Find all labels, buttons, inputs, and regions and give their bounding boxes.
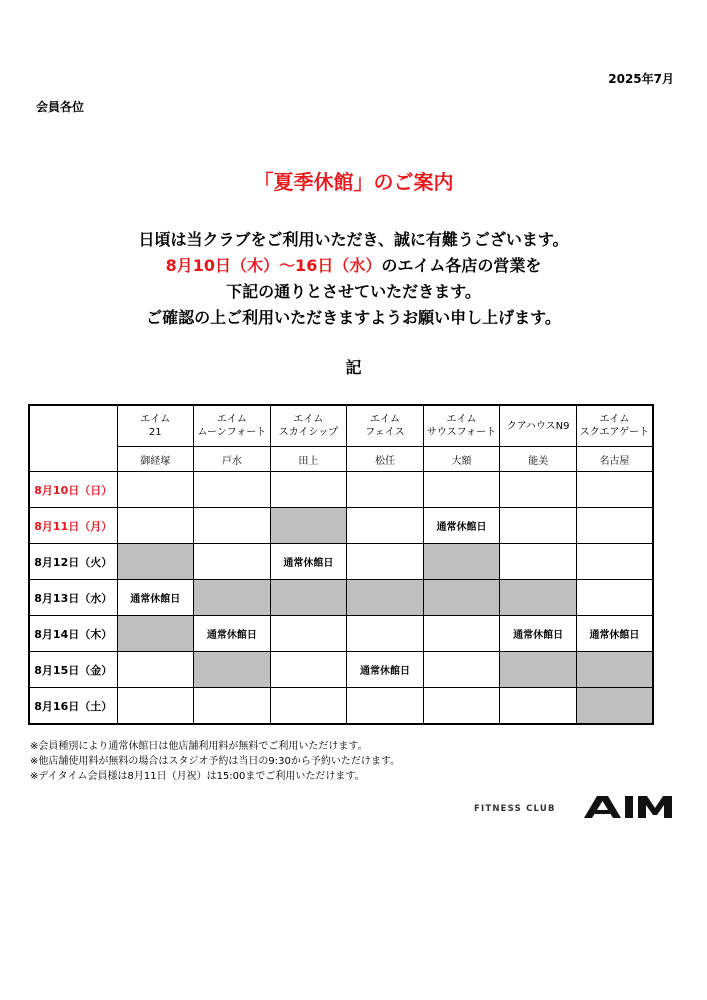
club-location-row: [29, 447, 653, 472]
club-location-cell: 戸水: [194, 447, 271, 472]
open-cell: [576, 508, 653, 544]
open-cell: [270, 616, 347, 652]
open-cell: [347, 508, 424, 544]
day-row: [29, 508, 653, 544]
club-location-cell: 名古屋: [576, 447, 653, 472]
closed-cell: [576, 688, 653, 725]
day-label: 8月10日（日）: [29, 472, 117, 508]
club-name-line2: 21: [148, 427, 162, 438]
open-cell: [270, 652, 347, 688]
addressee: 会員各位: [36, 100, 85, 114]
closure-period: 8月10日（木）～16日（水）: [165, 256, 382, 275]
regular-closed-day-cell: [423, 508, 500, 544]
footnote: ※デイタイム会員様は8月11日（月祝）は15:00までご利用いただけます。: [30, 771, 365, 782]
open-cell: [117, 508, 194, 544]
club-name-cell: [423, 405, 500, 447]
club-location-cell: 能美: [500, 447, 577, 472]
aim-logo-mark: [584, 796, 689, 818]
closed-cell: [194, 652, 271, 688]
body-line-2: [0, 253, 707, 279]
club-name-cell: [117, 405, 194, 447]
open-cell: [270, 688, 347, 725]
club-name-line2: スカイシップ: [278, 427, 339, 438]
open-cell: [423, 688, 500, 725]
day-label: 8月16日（土）: [29, 688, 117, 725]
open-cell: [347, 472, 424, 508]
club-location-cell: 御経塚: [117, 447, 194, 472]
closed-cell: [347, 580, 424, 616]
closed-cell: [117, 616, 194, 652]
open-cell: [423, 652, 500, 688]
regular-closed-day-label: 通常休館日: [283, 558, 334, 569]
club-location-cell: 田上: [270, 447, 347, 472]
club-name-cell: [576, 405, 653, 447]
schedule-table: [28, 404, 654, 725]
day-row: [29, 544, 653, 580]
body-line-2-rest: のエイム各店の営業を: [381, 256, 542, 275]
footnote: ※会員種別により通常休館日は他店舗利用料が無料でご利用いただけます。: [30, 741, 368, 752]
club-name-line1: エイム: [293, 414, 324, 425]
open-cell: [576, 544, 653, 580]
ki-heading: 記: [345, 358, 362, 377]
regular-closed-day-cell: [194, 616, 271, 652]
day-row: [29, 652, 653, 688]
notice-body: [0, 227, 707, 331]
day-row: [29, 472, 653, 508]
logo-subtext: FITNESS CLUB: [474, 804, 556, 814]
open-cell: [270, 472, 347, 508]
regular-closed-day-cell: [117, 580, 194, 616]
day-label: 8月15日（金）: [29, 652, 117, 688]
closed-cell: [117, 544, 194, 580]
open-cell: [347, 616, 424, 652]
open-cell: [194, 544, 271, 580]
regular-closed-day-label: 通常休館日: [513, 630, 564, 641]
club-name-cell: [347, 405, 424, 447]
regular-closed-day-label: 通常休館日: [589, 630, 640, 641]
club-name-cell: [270, 405, 347, 447]
open-cell: [500, 472, 577, 508]
fitness-club-aim-logo: [474, 796, 689, 820]
corner-cell: [29, 405, 117, 472]
closed-cell: [500, 580, 577, 616]
day-row: [29, 580, 653, 616]
day-label: 8月11日（月）: [29, 508, 117, 544]
regular-closed-day-cell: [500, 616, 577, 652]
body-line-4: ご確認の上ご利用いただきますようお願い申し上げます。: [146, 308, 561, 327]
regular-closed-day-label: 通常休館日: [206, 630, 257, 641]
closed-cell: [270, 580, 347, 616]
regular-closed-day-cell: [576, 616, 653, 652]
closed-cell: [194, 580, 271, 616]
open-cell: [347, 544, 424, 580]
club-name-line1: クアハウスN9: [506, 420, 570, 432]
footnote: ※他店舗使用料が無料の場合はスタジオ予約は当日の9:30から予約いただけます。: [30, 756, 401, 767]
open-cell: [117, 472, 194, 508]
regular-closed-day-cell: [270, 544, 347, 580]
regular-closed-day-label: 通常休館日: [436, 522, 487, 533]
open-cell: [576, 472, 653, 508]
open-cell: [194, 472, 271, 508]
open-cell: [576, 580, 653, 616]
open-cell: [194, 688, 271, 725]
closed-cell: [270, 508, 347, 544]
open-cell: [117, 688, 194, 725]
club-name-line2: ムーンフォート: [197, 427, 267, 438]
issue-date: 2025年7月: [608, 72, 674, 86]
club-name-line2: フェイス: [365, 427, 405, 438]
club-name-line2: サウスフォート: [426, 427, 497, 438]
open-cell: [423, 616, 500, 652]
club-name-row: [29, 405, 653, 447]
club-location-cell: 松任: [347, 447, 424, 472]
document-title: 「夏季休館」のご案内: [253, 170, 454, 194]
body-line-3: 下記の通りとさせていただきます。: [226, 282, 481, 301]
closed-cell: [423, 580, 500, 616]
regular-closed-day-cell: [347, 652, 424, 688]
open-cell: [500, 688, 577, 725]
open-cell: [500, 544, 577, 580]
closed-cell: [423, 544, 500, 580]
club-location-cell: 大額: [423, 447, 500, 472]
closed-cell: [576, 652, 653, 688]
club-name-cell: [500, 405, 577, 447]
open-cell: [117, 652, 194, 688]
footnotes: [30, 739, 400, 784]
open-cell: [500, 508, 577, 544]
open-cell: [423, 472, 500, 508]
regular-closed-day-label: 通常休館日: [359, 666, 410, 677]
closed-cell: [500, 652, 577, 688]
day-row: [29, 616, 653, 652]
open-cell: [194, 508, 271, 544]
club-name-line1: エイム: [446, 414, 477, 425]
club-name-line1: エイム: [599, 414, 630, 425]
day-row: [29, 688, 653, 725]
regular-closed-day-label: 通常休館日: [130, 594, 181, 605]
day-label: 8月14日（木）: [29, 616, 117, 652]
club-name-line1: エイム: [369, 414, 400, 425]
day-label: 8月12日（火）: [29, 544, 117, 580]
day-label: 8月13日（水）: [29, 580, 117, 616]
club-name-cell: [194, 405, 271, 447]
club-name-line2: スクエアゲート: [579, 427, 650, 438]
open-cell: [347, 688, 424, 725]
club-name-line1: エイム: [216, 414, 247, 425]
club-name-line1: エイム: [140, 414, 171, 425]
body-line-1: 日頃は当クラブをご利用いただき、誠に有難うございます。: [138, 230, 569, 249]
